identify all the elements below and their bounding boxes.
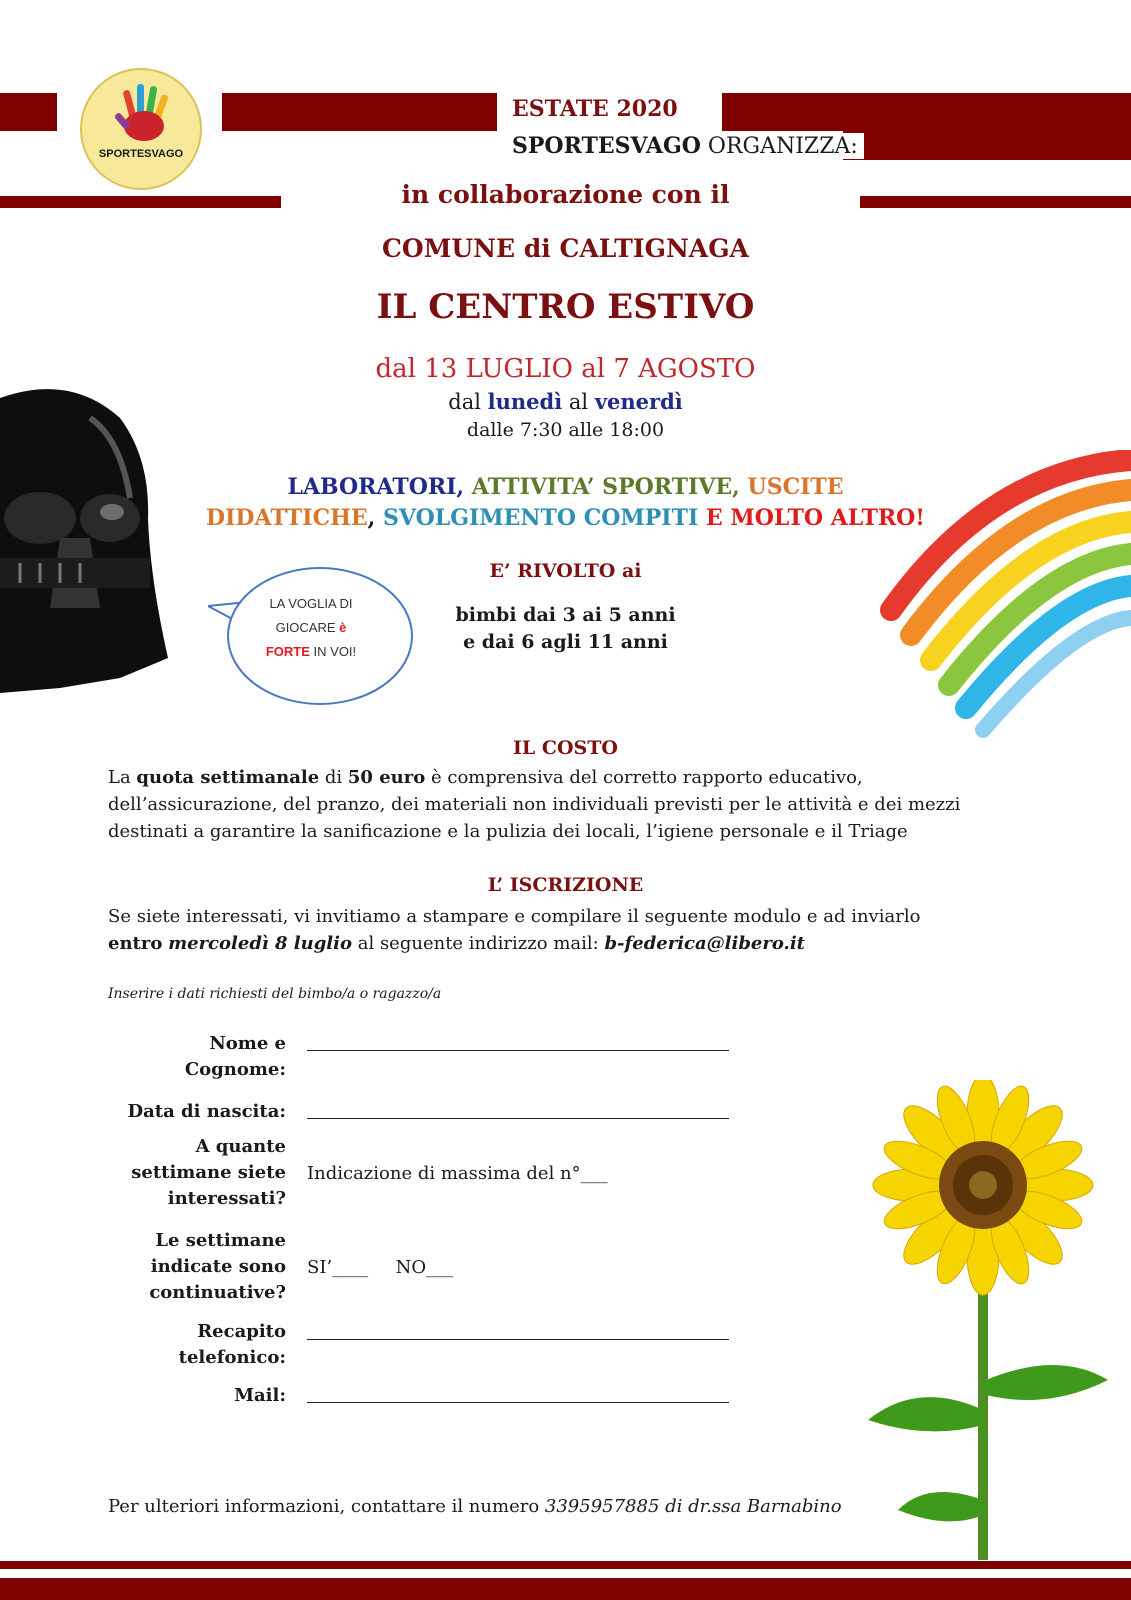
organizer-line: [512, 133, 864, 159]
bubble-line-1: LA VOGLIA DI: [269, 596, 353, 611]
mail-field[interactable]: [307, 1402, 729, 1403]
sportesvago-logo: [80, 68, 202, 190]
dob-field[interactable]: [307, 1118, 729, 1119]
organizer-name: SPORTESVAGO: [512, 133, 701, 159]
target-line-1: bimbi dai 3 ai 5 anni: [455, 604, 676, 626]
form-note: Inserire i dati richiesti del bimbo/a o ragazzo/a: [108, 986, 442, 1002]
hours-line: dalle 7:30 alle 18:00: [466, 419, 665, 441]
bubble-line-3: FORTE IN VOI!: [265, 644, 357, 659]
weeks-label: A quante settimane siete interessati?: [131, 1136, 286, 1209]
target-line-2: e dai 6 agli 11 anni: [463, 631, 668, 653]
top-bar-mid: [222, 93, 497, 131]
hand-icon: [82, 70, 204, 192]
activity-sportive: ATTIVITA’ SPORTIVE,: [471, 474, 740, 500]
days-pre: dal: [448, 390, 481, 414]
activity-uscite: USCITE: [747, 474, 844, 500]
phone-field[interactable]: [307, 1339, 729, 1340]
bottom-bar-thick: [0, 1578, 1131, 1600]
continuous-no[interactable]: NO___: [395, 1257, 454, 1278]
registration-line-1: Se siete interessati, vi invitiamo a stampare e compilare il seguente modulo e ad inviarlo: [108, 906, 921, 927]
top-bar-right-lower: [843, 130, 1131, 160]
day-from: lunedì: [487, 389, 563, 414]
email-link[interactable]: b-federica@libero.it: [604, 933, 805, 954]
cost-paragraph: [108, 764, 1028, 845]
continuous-label: Le settimane indicate sono continuative?: [149, 1230, 286, 1303]
name-field[interactable]: [307, 1050, 729, 1051]
target-heading: E’ RIVOLTO ai: [489, 560, 642, 582]
activity-laboratori: LABORATORI,: [287, 474, 465, 500]
activity-compiti: SVOLGIMENTO COMPITI: [383, 505, 699, 531]
phone-label: Recapito telefonico:: [178, 1321, 286, 1368]
registration-line-2: entro mercoledì 8 luglio al seguente indirizzo mail: b-federica@libero.it: [108, 933, 805, 954]
bubble-text: [236, 592, 386, 664]
cost-heading: IL COSTO: [513, 737, 618, 759]
continuous-yes[interactable]: SI’____: [307, 1257, 369, 1278]
activity-comma: ,: [367, 505, 376, 531]
bubble-line-2: GIOCARE è: [275, 620, 347, 635]
activity-didattiche: DIDATTICHE: [206, 505, 368, 531]
organizer-suffix: ORGANIZZA:: [707, 134, 858, 159]
sunflower-illustration: [858, 1080, 1118, 1580]
cost-line-2: dell’assicurazione, del pranzo, dei materiali non individuali previsti per le attività e dei mezzi: [108, 794, 961, 815]
name-label: Nome e Cognome:: [184, 1033, 286, 1080]
dob-label: Data di nascita:: [127, 1101, 286, 1122]
date-range: dal 13 LUGLIO al 7 AGOSTO: [375, 354, 756, 384]
collab-line: in collaborazione con il: [401, 180, 730, 209]
registration-heading: L’ ISCRIZIONE: [487, 874, 644, 896]
helmet-illustration: [0, 378, 175, 708]
days-mid: al: [568, 390, 589, 414]
cost-line-1: La quota settimanale di 50 euro è comprensiva del corretto rapporto educativo,: [108, 767, 863, 788]
registration-paragraph: [108, 903, 1028, 957]
top-bar-left: [0, 93, 57, 131]
day-to: venerdì: [594, 389, 683, 414]
top-bar-right: [722, 93, 1131, 131]
mail-label: Mail:: [234, 1385, 286, 1406]
comune-line: COMUNE di CALTIGNAGA: [382, 234, 749, 263]
weeks-field[interactable]: Indicazione di massima del n°___: [307, 1163, 608, 1184]
page-title: IL CENTRO ESTIVO: [376, 287, 755, 327]
logo-text: SPORTESVAGO: [98, 148, 184, 160]
footer-text: Per ulteriori informazioni, contattare il numero: [108, 1496, 540, 1517]
activity-altro: E MOLTO ALTRO!: [705, 505, 925, 531]
footer-info: [108, 1496, 842, 1517]
estate-label: ESTATE 2020: [512, 96, 678, 122]
footer-contact: 3395957885 di dr.ssa Barnabino: [544, 1496, 842, 1517]
continuous-field[interactable]: [307, 1255, 453, 1281]
bottom-bar-thin: [0, 1561, 1131, 1569]
rainbow-illustration: [871, 450, 1131, 750]
cost-line-3: destinati a garantire la sanificazione e la pulizia dei locali, l’igiene personale e il Triage: [108, 821, 908, 842]
